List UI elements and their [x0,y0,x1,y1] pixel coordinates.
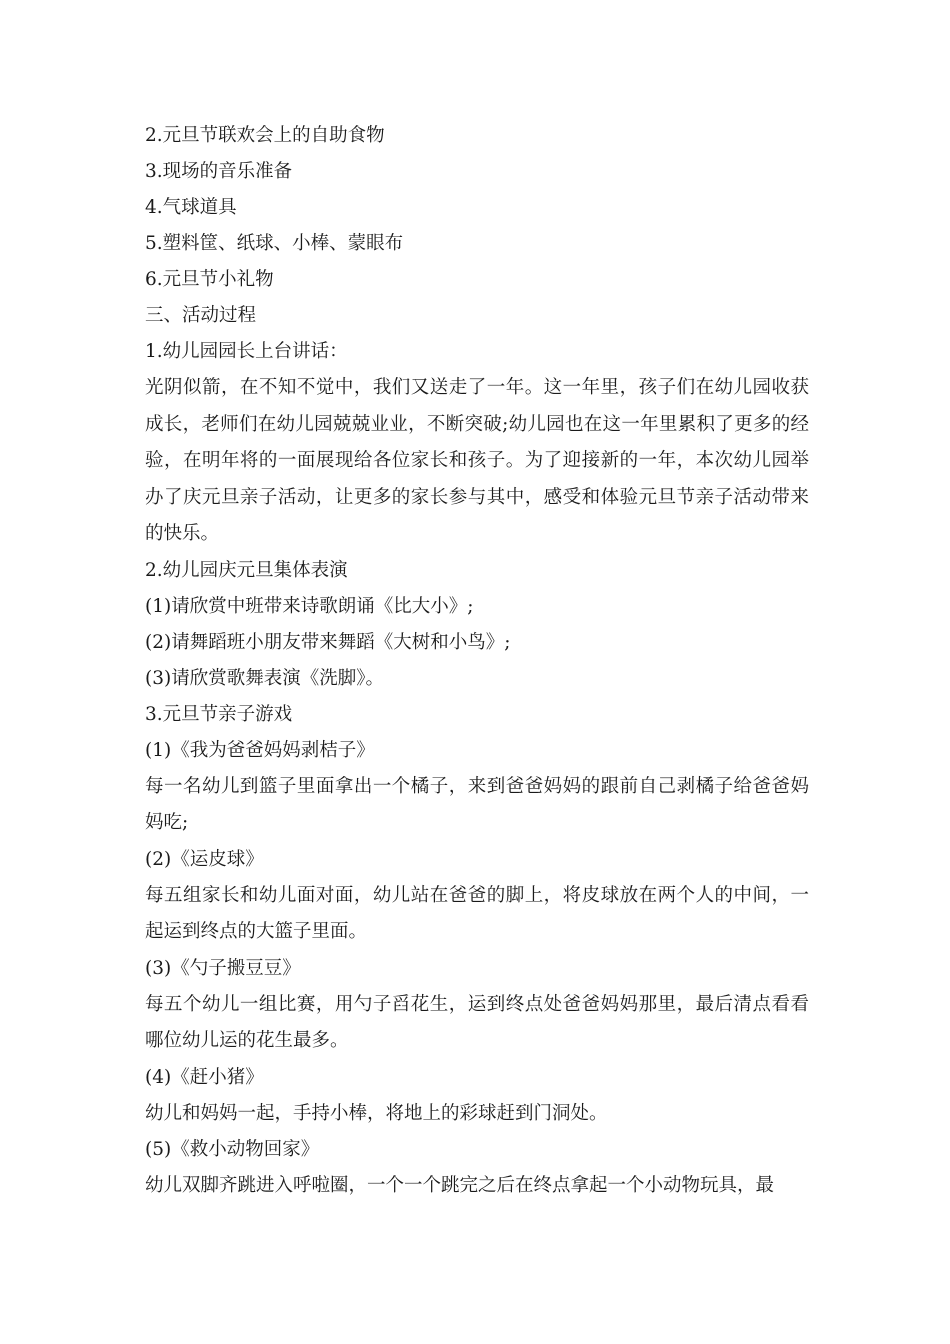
speech-paragraph: 光阴似箭，在不知不觉中，我们又送走了一年。这一年里，孩子们在幼儿园收获成长，老师们在幼儿园兢兢业业，不断突破;幼儿园也在这一年里累积了更多的经验，在明年将的一面展现给各位家长和孩子。为了迎接新的一年，本次幼儿园举办了庆元旦亲子活动，让更多的家长参与其中，感受和体验元旦节亲子活动带来的快乐。 [145,377,809,544]
game-description: 幼儿和妈妈一起，手持小棒，将地上的彩球赶到门洞处。 [145,1102,608,1124]
list-item: 2.元旦节联欢会上的自助食物 [145,125,385,146]
list-item: (1)请欣赏中班带来诗歌朗诵《比大小》; [145,595,474,617]
list-item: 3.现场的音乐准备 [145,161,293,182]
game-title: (2)《运皮球》 [145,848,264,870]
sub-heading: 3.元旦节亲子游戏 [145,703,293,725]
list-item: 6.元旦节小礼物 [145,269,274,290]
list-item: 5.塑料筐、纸球、小棒、蒙眼布 [145,233,404,254]
game-description: 幼儿双脚齐跳进入呼啦圈，一个一个跳完之后在终点拿起一个小动物玩具，最 [145,1175,775,1196]
game-description: 每五个幼儿一组比赛，用勺子舀花生，运到终点处爸爸妈妈那里，最后清点看看哪位幼儿运的花生最多。 [145,993,809,1051]
sub-heading: 2.幼儿园庆元旦集体表演 [145,559,348,581]
list-item: (3)请欣赏歌舞表演《洗脚》。 [145,667,384,689]
game-title: (5)《救小动物回家》 [145,1139,320,1160]
game-title: (1)《我为爸爸妈妈剥桔子》 [145,739,375,761]
section-heading: 三、活动过程 [145,305,257,326]
list-item: 4.气球道具 [145,197,237,218]
game-description: 每五组家长和幼儿面对面，幼儿站在爸爸的脚上，将皮球放在两个人的中间，一起运到终点的大篮子里面。 [145,884,809,942]
list-item: (2)请舞蹈班小朋友带来舞蹈《大树和小鸟》; [145,631,511,653]
game-title: (4)《赶小猪》 [145,1066,264,1088]
game-description: 每一名幼儿到篮子里面拿出一个橘子，来到爸爸妈妈的跟前自己剥橘子给爸爸妈妈吃; [145,775,809,833]
game-title: (3)《勺子搬豆豆》 [145,957,301,979]
document-body [145,118,809,1205]
sub-heading: 1.幼儿园园长上台讲话： [145,341,348,362]
